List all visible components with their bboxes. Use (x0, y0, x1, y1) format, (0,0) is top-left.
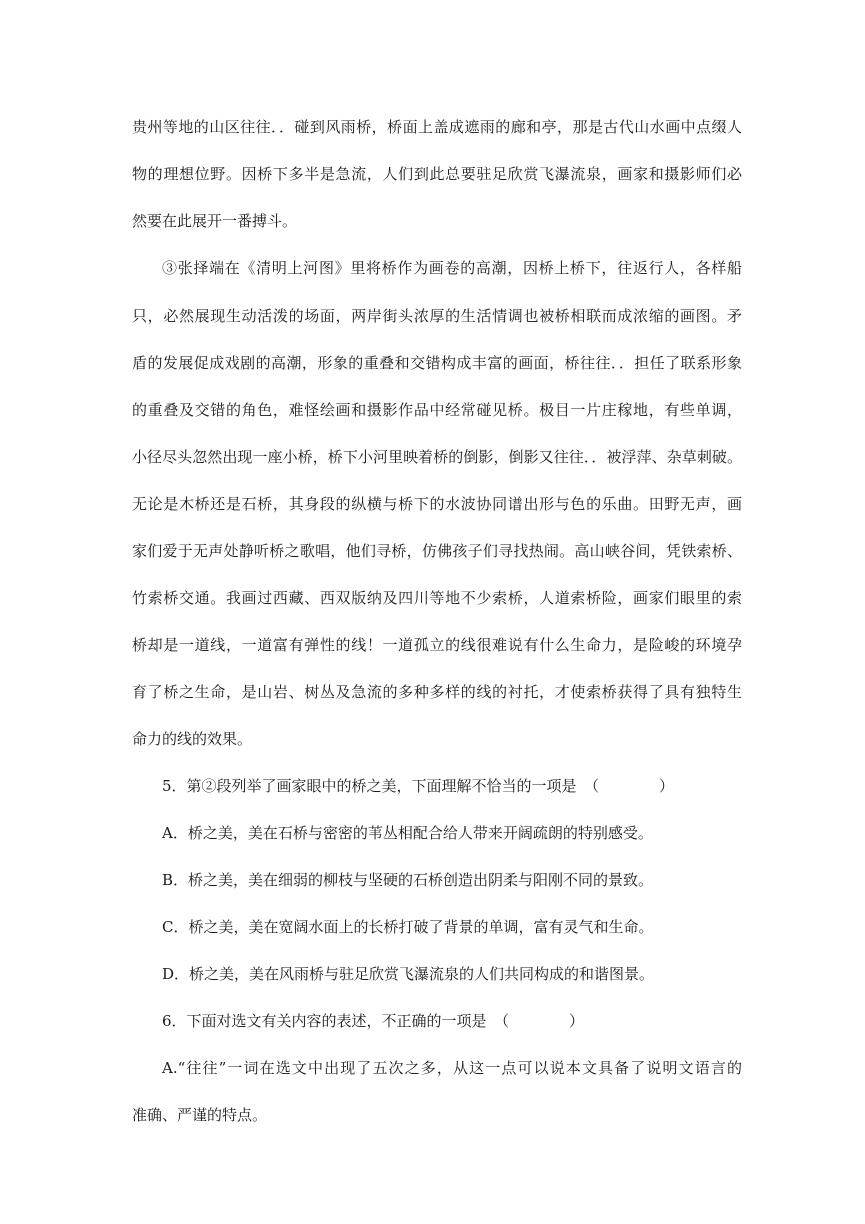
paragraph-line: 命力的线的效果。 (132, 730, 253, 748)
question-6-stem: 6．下面对选文有关内容的表述，不正确的一项是 （ ） (162, 1012, 585, 1030)
paragraph-line: 家们爱于无声处静听桥之歌唱，他们寻桥，仿佛孩子们寻找热闹。高山峡谷间，凭铁索桥、 (132, 542, 742, 560)
question-5-option-a: A．桥之美，美在石桥与密密的苇丛相配合给人带来开阔疏朗的特别感受。 (162, 824, 653, 842)
paragraph-line: 桥却是一道线，一道富有弹性的线！一道孤立的线很难说有什么生命力，是险峻的环境孕 (132, 636, 742, 654)
question-5-stem: 5．第②段列举了画家眼中的桥之美，下面理解不恰当的一项是 （ ） (162, 777, 675, 795)
question-6-option-a: A.“往往”一词在选文中出现了五次之多，从这一点可以说本文具备了说明文语言的 (162, 1059, 742, 1077)
paragraph-line: 小径尽头忽然出现一座小桥，桥下小河里映着桥的倒影，倒影又往往．．被浮萍、杂草刺破。 (132, 448, 742, 466)
question-6-option-a-cont: 准确、严谨的特点。 (132, 1106, 268, 1124)
paragraph-line: 无论是木桥还是石桥，其身段的纵横与桥下的水波协同谱出形与色的乐曲。田野无声，画 (132, 495, 742, 513)
paragraph-line: 的重叠及交错的角色，难怪绘画和摄影作品中经常碰见桥。极目一片庄稼地，有些单调， (132, 401, 742, 419)
question-5-option-b: B．桥之美，美在细弱的柳枝与坚硬的石桥创造出阴柔与阳刚不同的景致。 (162, 871, 654, 889)
paragraph-line: ③张择端在《清明上河图》里将桥作为画卷的高潮，因桥上桥下，往返行人，各样船 (162, 259, 742, 277)
paragraph-line: 物的理想位野。因桥下多半是急流，人们到此总要驻足欣赏飞瀑流泉，画家和摄影师们必 (132, 165, 742, 183)
question-5-option-c: C．桥之美，美在宽阔水面上的长桥打破了背景的单调，富有灵气和生命。 (162, 918, 654, 936)
question-5-option-d: D．桥之美，美在风雨桥与驻足欣赏飞瀑流泉的人们共同构成的和谐图景。 (162, 965, 655, 983)
paragraph-line: 盾的发展促成戏剧的高潮，形象的重叠和交错构成丰富的画面，桥往往．．担任了联系形象 (132, 354, 742, 372)
paragraph-line: 育了桥之生命，是山岩、树丛及急流的多种多样的线的衬托，才使索桥获得了具有独特生 (132, 683, 742, 701)
paragraph-line: 贵州等地的山区往往．．碰到风雨桥，桥面上盖成遮雨的廊和亭，那是古代山水画中点缀人 (132, 118, 742, 136)
paragraph-line: 然要在此展开一番搏斗。 (132, 212, 298, 230)
paragraph-line: 竹索桥交通。我画过西藏、西双版纳及四川等地不少索桥，人道索桥险，画家们眼里的索 (132, 589, 742, 607)
paragraph-line: 只，必然展现生动活泼的场面，两岸街头浓厚的生活情调也被桥相联而成浓缩的画图。矛 (132, 307, 742, 325)
